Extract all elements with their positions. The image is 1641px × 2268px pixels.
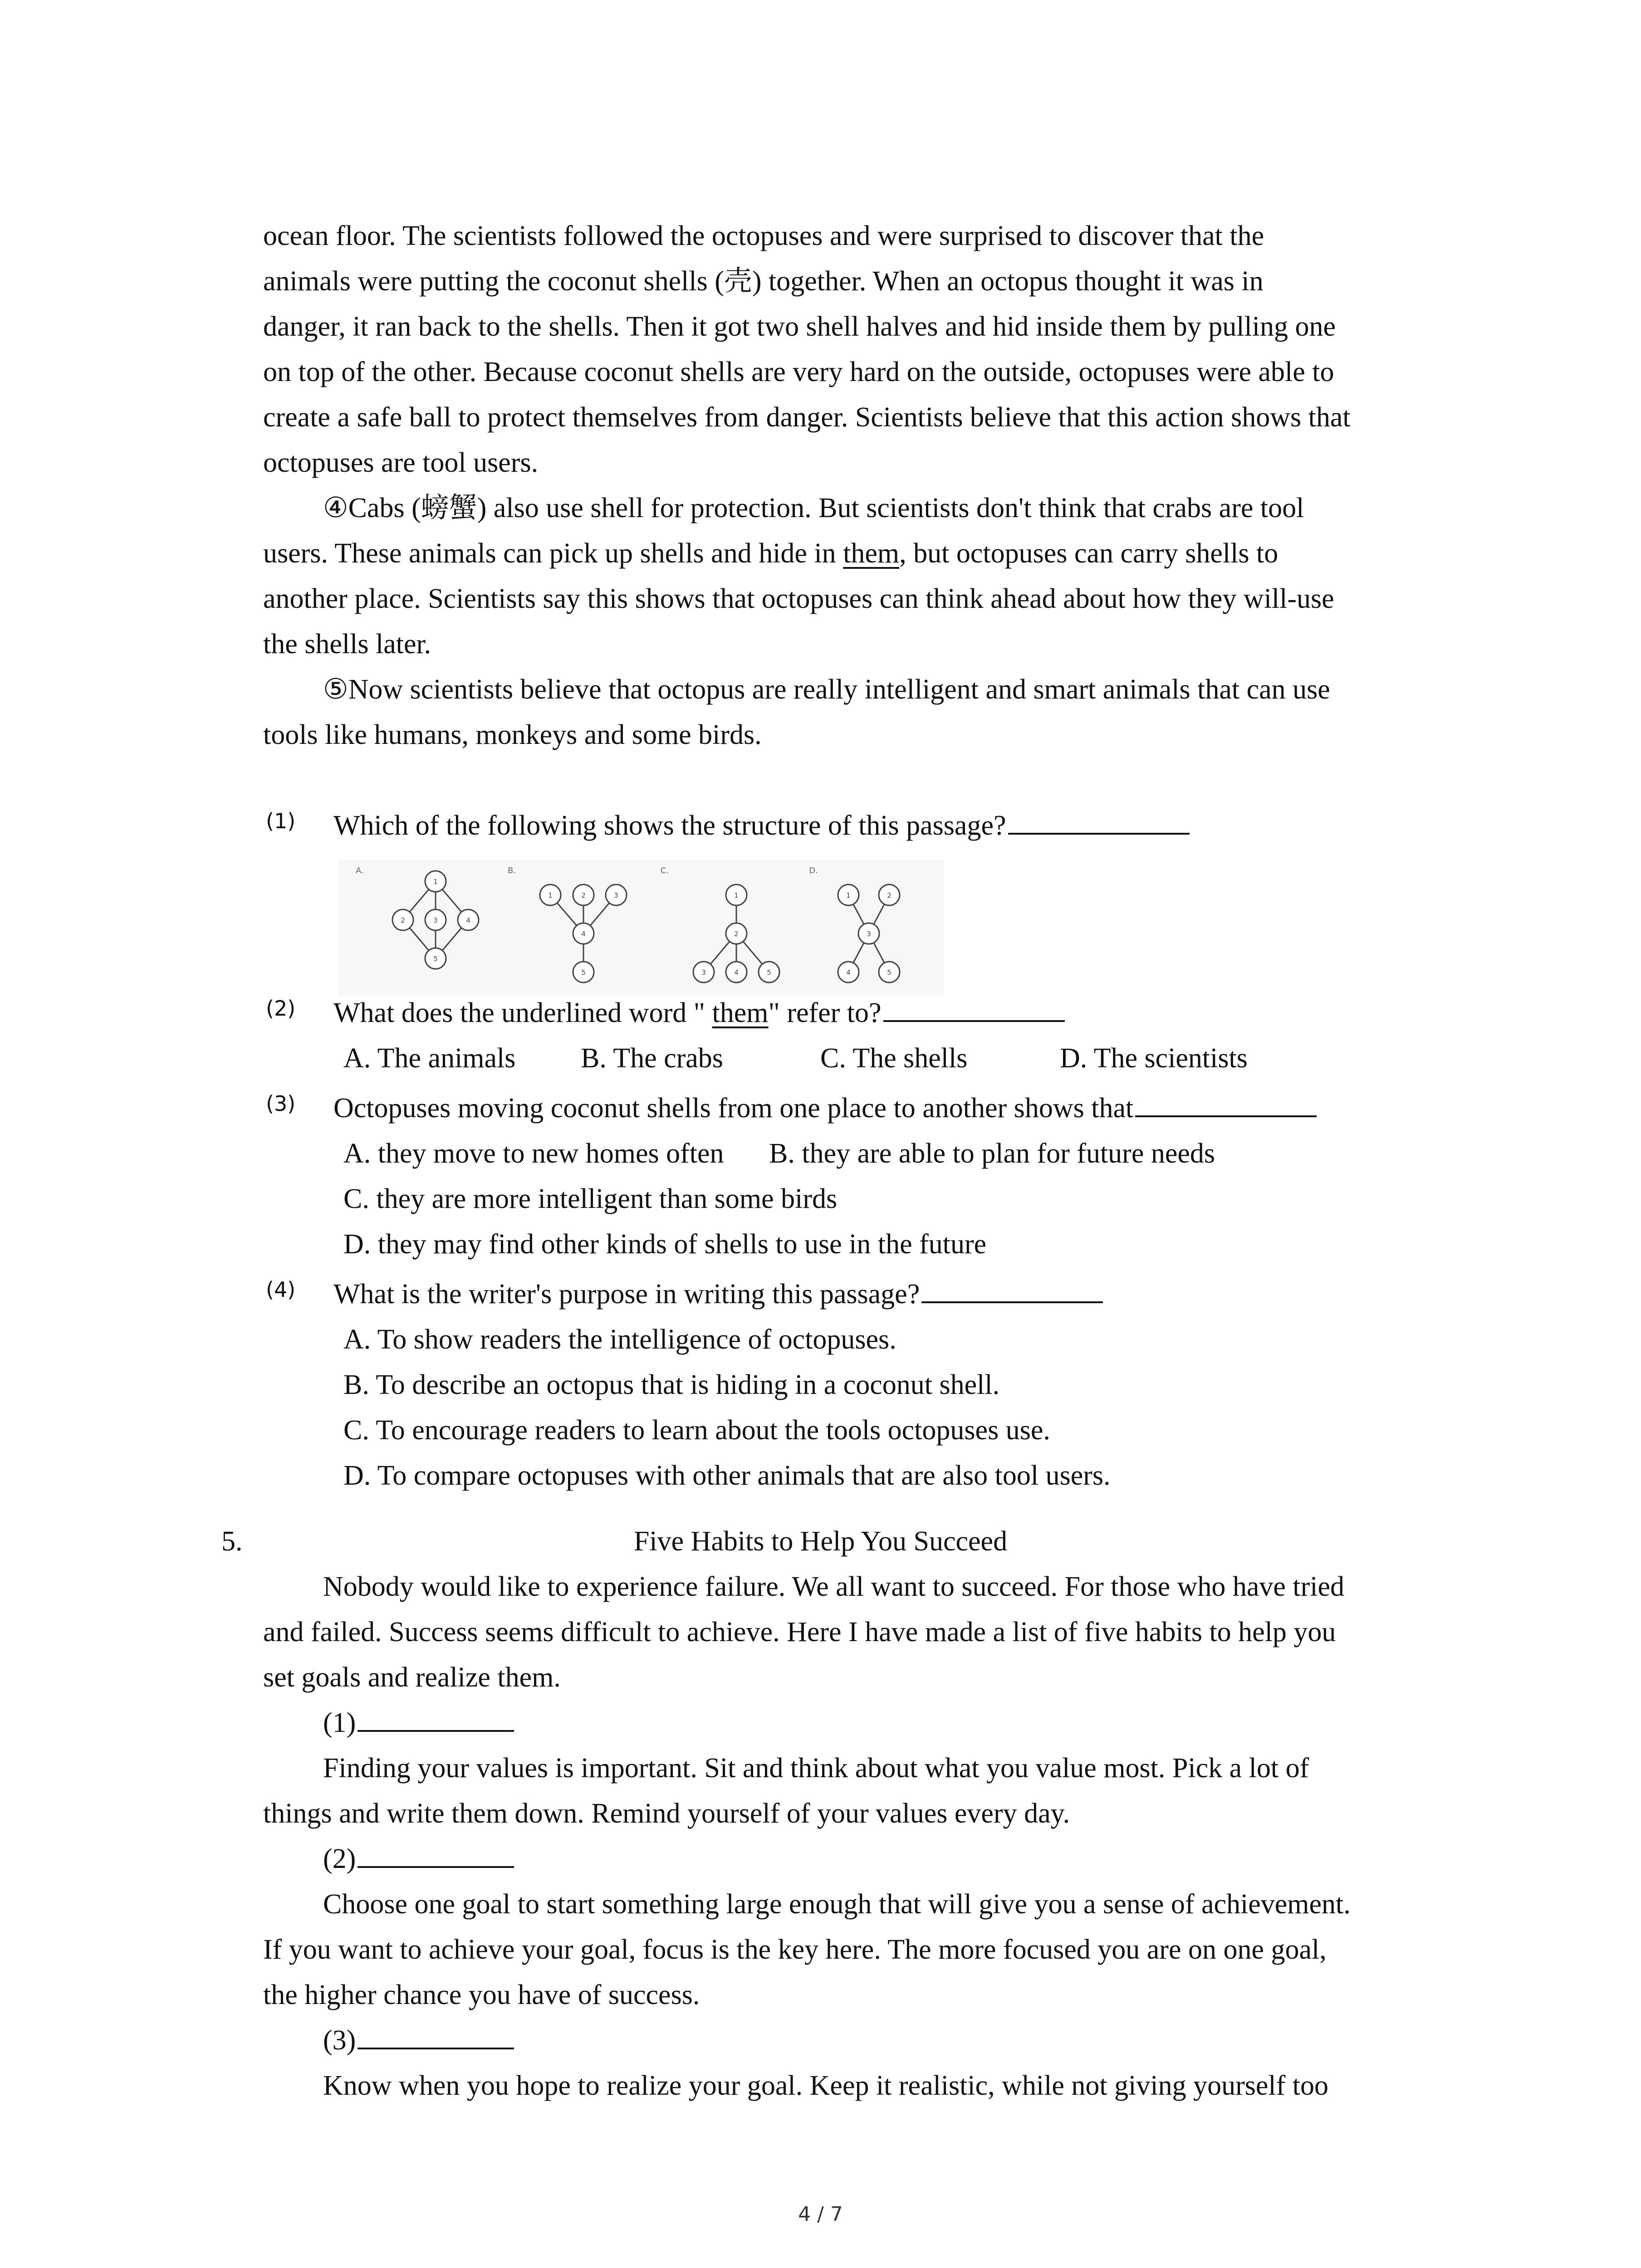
question-3-text bbox=[333, 1090, 1317, 1126]
option-a: A. they move to new homes often bbox=[343, 1138, 724, 1169]
question-text: What is the writer's purpose in writing this passage? bbox=[333, 1279, 920, 1310]
paragraph-line: the higher chance you have of success. bbox=[263, 1980, 700, 2010]
answer-blank[interactable] bbox=[358, 2022, 514, 2049]
intro-line: Nobody would like to experience failure. We all want to succeed. For those who have tried bbox=[323, 1571, 1345, 1602]
svg-text:5: 5 bbox=[581, 968, 586, 977]
option-b: B. To describe an octopus that is hiding in a coconut shell. bbox=[343, 1369, 1000, 1400]
question-text: Octopuses moving coconut shells from one place to another shows that bbox=[333, 1093, 1134, 1124]
option-c: C. they are more intelligent than some birds bbox=[343, 1183, 838, 1214]
paragraph-line: Finding your values is important. Sit and think about what you value most. Pick a lot of bbox=[323, 1753, 1309, 1784]
svg-text:2: 2 bbox=[581, 891, 586, 899]
passage-line: ocean floor. The scientists followed the octopuses and were surprised to discover that the bbox=[263, 220, 1264, 251]
svg-text:2: 2 bbox=[734, 930, 739, 938]
text-span: , but octopuses can carry shells to bbox=[899, 538, 1279, 569]
passage-line: create a safe ball to protect themselves from danger. Scientists believe that this action shows that bbox=[263, 402, 1351, 433]
text-span: " refer to? bbox=[768, 997, 882, 1028]
option-a: A. To show readers the intelligence of octopuses. bbox=[343, 1324, 896, 1355]
paragraph-4-line: the shells later. bbox=[263, 629, 431, 660]
paragraph-4-line: another place. Scientists say this shows that octopuses can think ahead about how they will-use bbox=[263, 583, 1334, 614]
answer-blank[interactable] bbox=[1008, 807, 1190, 835]
svg-text:4: 4 bbox=[846, 968, 851, 977]
question-number: (4) bbox=[266, 1277, 296, 1302]
paragraph-4-line: ④Cabs (螃蟹) also use shell for protection. But scientists don't think that crabs are tool bbox=[323, 493, 1304, 523]
passage-line: danger, it ran back to the shells. Then it got two shell halves and hid inside them by pulling one bbox=[263, 311, 1336, 342]
intro-line: set goals and realize them. bbox=[263, 1662, 561, 1693]
option-b: B. The crabs bbox=[581, 1043, 723, 1074]
svg-text:D.: D. bbox=[809, 866, 818, 875]
underlined-word: them bbox=[712, 997, 769, 1028]
answer-blank[interactable] bbox=[358, 1841, 514, 1868]
svg-text:1: 1 bbox=[433, 878, 438, 886]
paragraph-5-line: tools like humans, monkeys and some birds. bbox=[263, 719, 762, 750]
svg-text:2: 2 bbox=[401, 916, 405, 924]
page-number: 4 / 7 bbox=[798, 2203, 843, 2226]
option-d: D. To compare octopuses with other animals that are also tool users. bbox=[343, 1460, 1111, 1491]
svg-text:A.: A. bbox=[356, 866, 364, 875]
svg-text:3: 3 bbox=[614, 891, 618, 899]
svg-text:3: 3 bbox=[867, 930, 871, 938]
passage-line: octopuses are tool users. bbox=[263, 447, 539, 478]
svg-text:4: 4 bbox=[581, 930, 586, 938]
paragraph-4-line bbox=[263, 535, 1278, 572]
blank-number: (2) bbox=[323, 1843, 356, 1874]
intro-line: and failed. Success seems difficult to achieve. Here I have made a list of five habits to help you bbox=[263, 1617, 1336, 1647]
paragraph-5-line: ⑤Now scientists believe that octopus are really intelligent and smart animals that can use bbox=[323, 674, 1330, 705]
question-number: (2) bbox=[266, 996, 296, 1021]
option-d: D. The scientists bbox=[1060, 1043, 1248, 1074]
answer-blank[interactable] bbox=[883, 995, 1065, 1022]
option-a: A. The animals bbox=[343, 1043, 516, 1074]
svg-text:1: 1 bbox=[846, 891, 851, 899]
text-span: What does the underlined word " bbox=[333, 997, 712, 1028]
svg-text:5: 5 bbox=[767, 968, 771, 977]
paragraph-line: If you want to achieve your goal, focus is the key here. The more focused you are on one goal, bbox=[263, 1934, 1327, 1965]
svg-text:2: 2 bbox=[887, 891, 892, 899]
structure-diagrams-image bbox=[338, 860, 944, 996]
svg-text:5: 5 bbox=[433, 955, 438, 963]
svg-text:3: 3 bbox=[701, 968, 706, 977]
svg-text:3: 3 bbox=[433, 916, 438, 924]
paragraph-line: things and write them down. Remind yourself of your values every day. bbox=[263, 1798, 1070, 1829]
question-number: (3) bbox=[266, 1091, 296, 1116]
passage-line: animals were putting the coconut shells (壳) together. When an octopus thought it was in bbox=[263, 266, 1264, 297]
underlined-word: them bbox=[843, 538, 900, 569]
section-title: Five Habits to Help You Succeed bbox=[633, 1526, 1008, 1557]
svg-text:4: 4 bbox=[734, 968, 739, 977]
section-number: 5. bbox=[221, 1526, 243, 1557]
question-4-text bbox=[333, 1276, 1103, 1312]
svg-text:C.: C. bbox=[660, 866, 669, 875]
question-text: Which of the following shows the structure of this passage? bbox=[333, 810, 1006, 841]
paragraph-line: Choose one goal to start something large enough that will give you a sense of achievement. bbox=[323, 1889, 1351, 1920]
paragraph-line: Know when you hope to realize your goal. Keep it realistic, while not giving yourself too bbox=[323, 2070, 1328, 2101]
answer-blank[interactable] bbox=[358, 1705, 514, 1732]
question-1-text bbox=[333, 807, 1190, 844]
svg-text:4: 4 bbox=[466, 916, 470, 924]
question-2-text bbox=[333, 995, 1065, 1031]
answer-blank[interactable] bbox=[921, 1276, 1103, 1303]
blank-3-line bbox=[323, 2022, 514, 2058]
blank-1-line bbox=[323, 1705, 514, 1741]
svg-text:5: 5 bbox=[887, 968, 892, 977]
answer-blank[interactable] bbox=[1135, 1090, 1317, 1117]
option-c: C. To encourage readers to learn about the tools octopuses use. bbox=[343, 1415, 1050, 1446]
blank-2-line bbox=[323, 1841, 514, 1877]
option-d: D. they may find other kinds of shells to use in the future bbox=[343, 1229, 987, 1260]
passage-line: on top of the other. Because coconut shells are very hard on the outside, octopuses were able to bbox=[263, 357, 1334, 387]
blank-number: (3) bbox=[323, 2025, 356, 2056]
blank-number: (1) bbox=[323, 1707, 356, 1738]
svg-text:1: 1 bbox=[734, 891, 739, 899]
svg-text:B.: B. bbox=[507, 866, 516, 875]
question-number: (1) bbox=[266, 809, 296, 833]
text-span: users. These animals can pick up shells and hide in bbox=[263, 538, 843, 569]
svg-text:1: 1 bbox=[548, 891, 553, 899]
option-c: C. The shells bbox=[820, 1043, 968, 1074]
option-b: B. they are able to plan for future needs bbox=[769, 1138, 1215, 1169]
